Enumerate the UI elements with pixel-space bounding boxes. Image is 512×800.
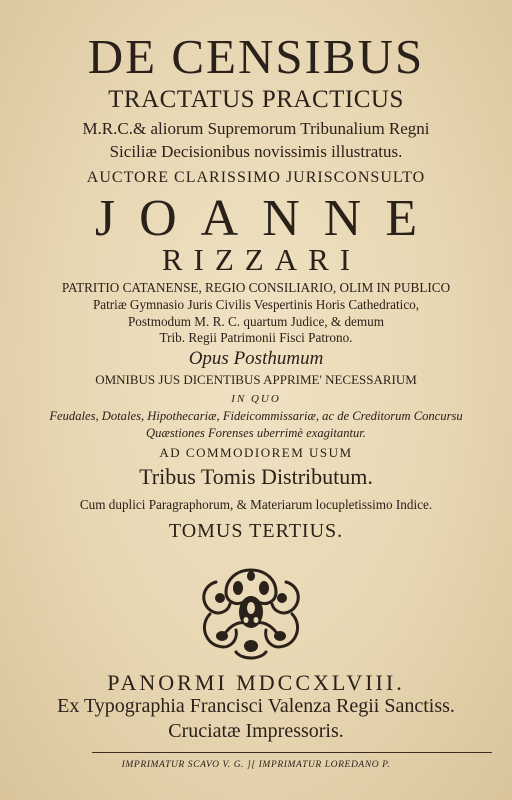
feudales-line-2: Quæstiones Forenses uberrimè exagitantur. [146, 426, 366, 440]
tomus-tertius: TOMUS TERTIUS. [168, 520, 344, 542]
imprint-printer-title: Cruciatæ Impressoris. [168, 720, 344, 742]
author-description-4: Trib. Regii Patrimonii Fisci Patrono. [159, 330, 353, 345]
cum-duplici-line: Cum duplici Paragraphorum, & Materiarum locupletissimo Indice. [79, 497, 433, 512]
main-title: DE CENSIBUS [87, 29, 425, 84]
subtitle-line-mrc: M.R.C.& aliorum Supremorum Tribunalium Regni [82, 119, 430, 138]
tribus-tomis-line: Tribus Tomis Distributum. [139, 464, 373, 489]
author-first-name: JOANNE [94, 190, 442, 247]
subtitle: TRACTATUS PRACTICUS [108, 86, 404, 113]
imprimatur-line: IMPRIMATUR SCAVO V. G. ][ IMPRIMATUR LOREDANO P. [121, 760, 391, 770]
author-description-2: Patriæ Gymnasio Juris Civilis Vespertinis Horis Cathedratico, [92, 297, 420, 312]
in-quo-line: IN QUO [231, 393, 281, 405]
imprint-place-date: PANORMI MDCCXLVIII. [107, 670, 405, 695]
auctore-line: AUCTORE CLARISSIMO JURISCONSULTO [86, 169, 426, 186]
author-description-3: Postmodum M. R. C. quartum Judice, & demum [127, 314, 385, 329]
imprint-printer: Ex Typographia Francisci Valenza Regii Sanctiss. [57, 695, 455, 717]
ad-commodiorem-line: AD COMMODIOREM USUM [159, 445, 353, 460]
author-last-name: RIZZARI [161, 242, 362, 277]
opus-posthumum: Opus Posthumum [188, 348, 324, 369]
author-description-1: PATRITIO CATANENSE, REGIO CONSILIARIO, OLIM IN PUBLICO [61, 280, 451, 295]
divider-rule [92, 752, 492, 753]
floral-ornament-icon [196, 562, 306, 662]
feudales-line-1: Feudales, Dotales, Hipothecariæ, Fideicommissariæ, ac de Creditorum Concursu [49, 409, 463, 423]
omnibus-line: OMNIBUS JUS DICENTIBUS APPRIME' NECESSARIUM [95, 372, 417, 387]
subtitle-line-siciliae: Siciliæ Decisionibus novissimis illustratus. [109, 142, 403, 161]
